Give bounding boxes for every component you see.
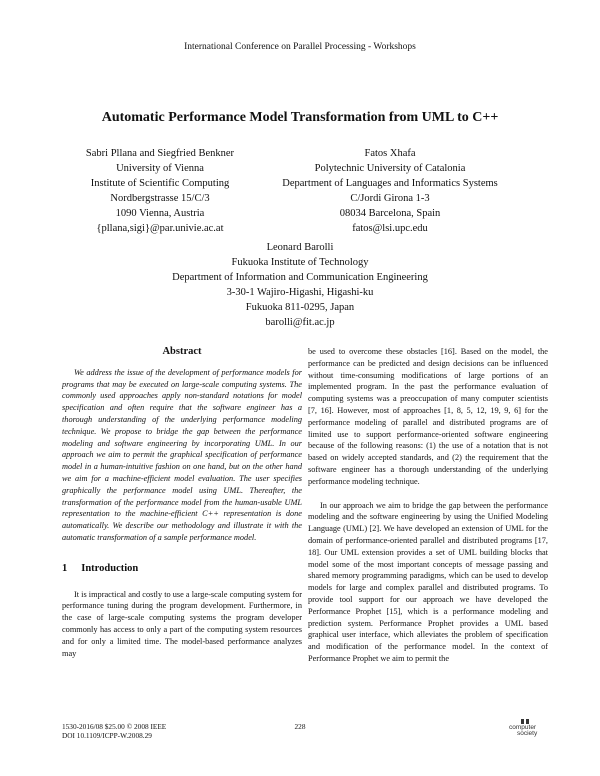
author-line: C/Jordi Girona 1-3 — [350, 193, 430, 204]
author-line: 1090 Vienna, Austria — [115, 208, 205, 219]
author-line: Sabri Pllana and Siegfried Benkner — [85, 148, 235, 159]
logo-text: computer — [509, 724, 537, 731]
footer-copyright — [62, 722, 166, 740]
author-center — [0, 240, 600, 330]
abstract-text: We address the issue of the development of performance models for programs that may be executed on large-scale computing systems. The commonly used approaches apply non-standard notations for model specification and often require that the software engineer has a thorough understanding of the underlying performance modeling technique. We propose to bridge the gap between the performance modeling and software engineering by incorporating UML. In our approach we aim to permit the graphical specification of performance model in a human-intuitive fashion on one hand, but on the other hand we aim for a machine-efficient model evaluation. The user specifies graphically the performance model using UML. Thereafter, the transformation of the performance model from the human-usable UML representation to the machine-efficient C++ representation is done automatically. We describe our methodology and illustrate it with the automatic transformation of a sample performance model. — [62, 367, 302, 542]
section-number: 1 — [62, 562, 68, 574]
author-line: University of Vienna — [116, 163, 204, 174]
body-paragraph: be used to overcome these obstacles [16]. Based on the model, the performance can be predicted and design decisions can be influenced without time-consuming modifications of large portions of an implemented program. In the past the performance evaluation of computing systems was a preoccupation of many computer scientists [7, 16]. However, most of approaches [1, 8, 5, 12, 19, 9, 6] for the performance modeling of parallel and distributed programs are of limited use to support performance-oriented software engineering because of the following reasons: (1) the use of a notation that is not based on widely accepted standards, and (2) the requirement that the software engineer has a thorough understanding of the underlying performance modeling technique. — [308, 347, 548, 486]
author-right — [235, 146, 545, 236]
author-line: Department of Languages and Informatics Systems — [282, 178, 498, 189]
footer-issn: 1530-2016/08 $25.00 © 2008 IEEE — [62, 722, 167, 731]
abstract-heading: Abstract — [162, 346, 202, 357]
author-line: Nordbergstrasse 15/C/3 — [110, 193, 210, 204]
author-line: Fatos Xhafa — [364, 148, 416, 159]
intro-paragraph: It is impractical and costly to use a large-scale computing system for performance tuning during the program development. Furthermore, in the case of large-scale computing systems the program developer commonly has access to only a part of the computing system resources and for only a limited time. The model-based performance analyzes may — [62, 589, 302, 658]
author-email: fatos@lsi.upc.edu — [352, 223, 428, 234]
conference-header: International Conference on Parallel Processing - Workshops — [184, 42, 416, 52]
author-line: Leonard Barolli — [266, 242, 334, 253]
footer-doi: DOI 10.1109/ICPP-W.2008.29 — [62, 731, 152, 740]
section-heading — [62, 563, 302, 575]
author-line: 08034 Barcelona, Spain — [339, 208, 441, 219]
author-line: Polytechnic University of Catalonia — [314, 163, 466, 174]
author-line: Fukuoka 811-0295, Japan — [245, 302, 355, 313]
page-number: 228 — [294, 722, 306, 731]
section-title: Introduction — [81, 562, 139, 574]
author-line: Department of Information and Communication Engineering — [172, 272, 428, 283]
author-left — [60, 146, 260, 236]
logo-text: society — [517, 730, 538, 737]
body-paragraph: In our approach we aim to bridge the gap between the performance modeling and the software engineering by using the Unified Modeling Language (UML) [2]. We have developed an extension of UML for the domain of performance-oriented parallel and distributed programs [17, 18]. Our UML extension provides a set of UML building blocks that model some of the most important concepts of message passing and shared memory programming paradigms, which can be used to develop models for large and complex parallel and distributed programs. To provide tool support for our approach we have developed the Performance Prophet [15], which is a performance modeling and prediction system. Performance Prophet provides a UML based graphical user interface, which alleviates the problem of specification and modification of the performance model. In the context of Performance Prophet we aim to permit the — [308, 500, 548, 663]
author-email: barolli@fit.ac.jp — [265, 317, 335, 328]
left-column — [62, 346, 302, 659]
author-line: 3-30-1 Wajiro-Higashi, Higashi-ku — [226, 287, 374, 298]
computer-society-logo — [499, 719, 545, 739]
author-line: Institute of Scientific Computing — [90, 178, 230, 189]
author-email: {pllana,sigi}@par.univie.ac.at — [96, 223, 224, 234]
right-column — [308, 346, 548, 665]
author-line: Fukuoka Institute of Technology — [231, 257, 369, 268]
paper-title: Automatic Performance Model Transformation from UML to C++ — [101, 110, 499, 125]
